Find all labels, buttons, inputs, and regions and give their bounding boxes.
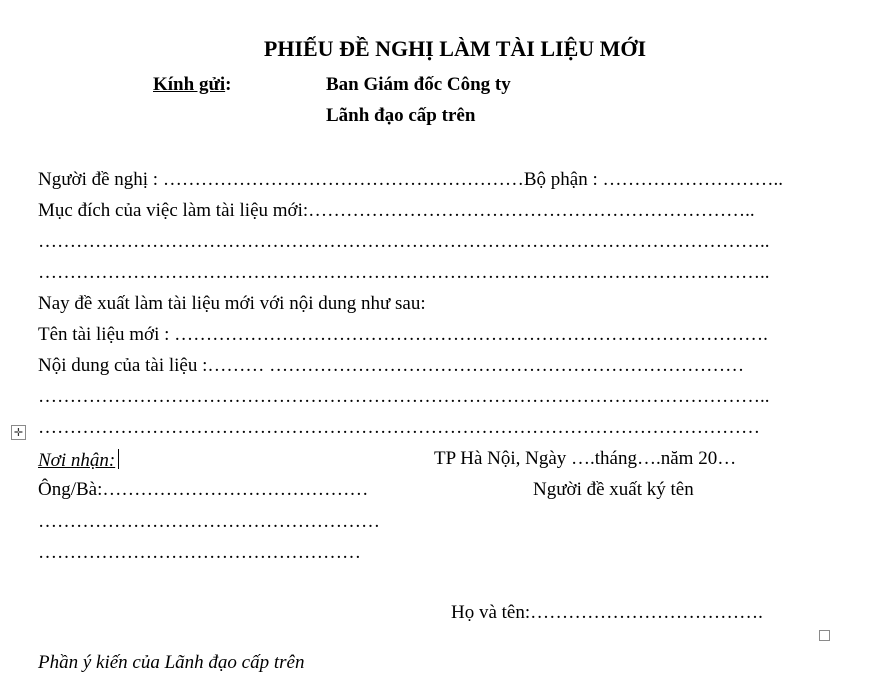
addressee-colon: : [225,74,232,95]
resize-handle-icon[interactable] [819,630,830,641]
purpose-line[interactable]: Mục đích của việc làm tài liệu mới:…………………………………………………………….. [38,200,755,221]
document-content-line[interactable]: Nội dung của tài liệu :……… ………………………………………………………………… [38,355,745,376]
addressee-recipient-2: Lãnh đạo cấp trên [326,105,476,126]
addressee-label-text: Kính gửi [153,74,226,95]
recipient-line-2[interactable]: ……………………………………………… [38,511,380,532]
content-continuation-2[interactable]: …………………………………………………………………………………………………… [38,417,760,438]
document-title: PHIẾU ĐỀ NGHỊ LÀM TÀI LIỆU MỚI [263,36,647,61]
recipient-label: Nơi nhận: [38,450,116,471]
text-cursor [118,449,119,469]
recipient-label-wrap[interactable] [38,449,119,470]
addressee-label [153,75,231,94]
content-continuation-1[interactable]: …………………………………………………………………………………………………….. [38,386,770,407]
addressee-recipient-1: Ban Giám đốc Công ty [326,74,511,95]
signer-name-line[interactable]: Họ và tên:………………………………. [451,602,763,623]
proposal-intro: Nay đề xuất làm tài liệu mới với nội dung như sau: [38,293,426,314]
document-name-line[interactable]: Tên tài liệu mới : …………………………………………………………………………………. [38,324,768,345]
recipient-line-3[interactable]: …………………………………………… [38,542,361,563]
purpose-continuation-1[interactable]: …………………………………………………………………………………………………….. [38,231,770,252]
proposer-line[interactable]: Người đề nghị : …………………………………………………Bộ phận : ……………………….. [38,169,783,190]
purpose-continuation-2[interactable]: …………………………………………………………………………………………………….. [38,262,770,283]
recipient-person-line[interactable]: Ông/Bà:…………………………………… [38,479,369,500]
leader-opinion-heading: Phần ý kiến của Lãnh đạo cấp trên [38,652,305,673]
signer-title: Người đề xuất ký tên [533,479,694,500]
date-line[interactable]: TP Hà Nội, Ngày ….tháng….năm 20… [434,448,737,469]
move-handle-icon[interactable]: ✛ [11,425,26,440]
